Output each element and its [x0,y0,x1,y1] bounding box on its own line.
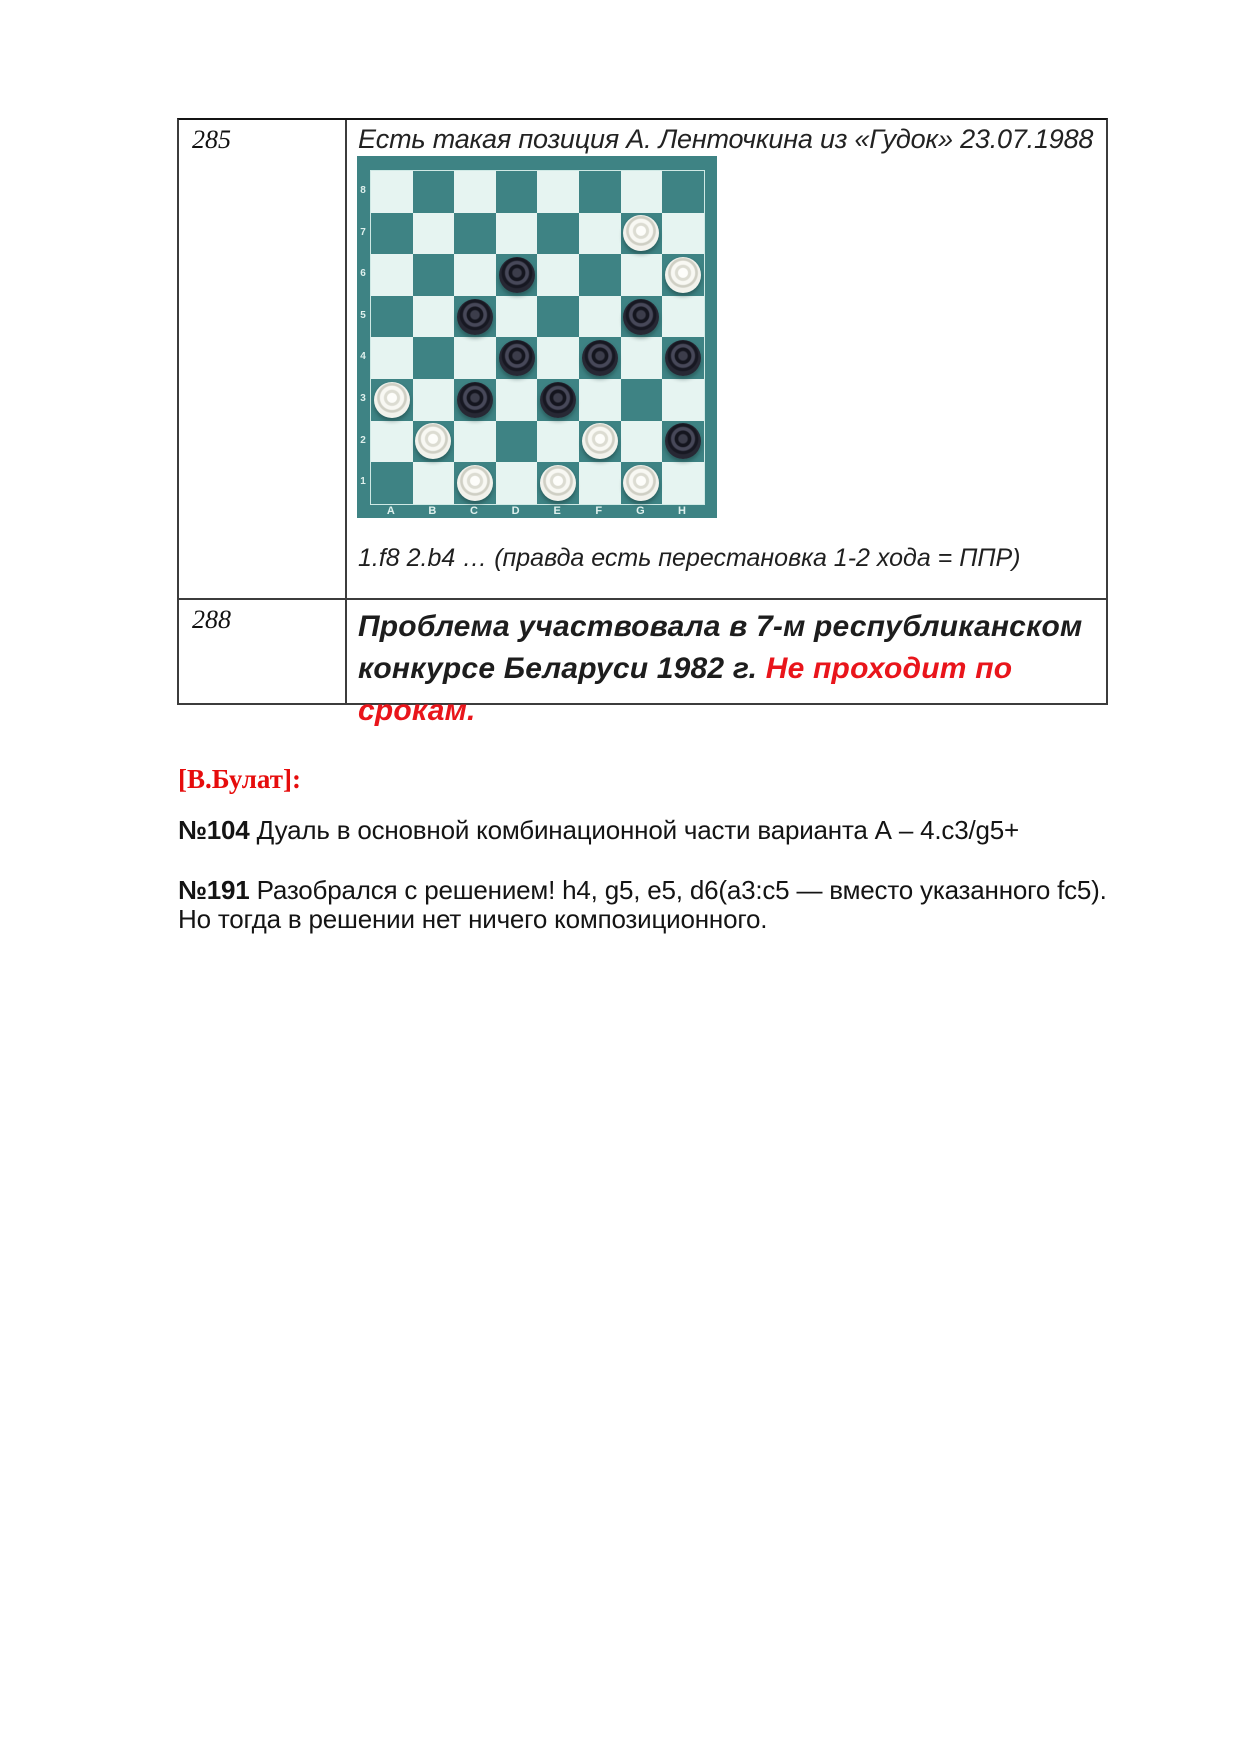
comment-line2-red: Не проходит по срокам. [358,652,1013,727]
board-square [413,379,455,421]
board-square [371,254,413,296]
board-square [537,254,579,296]
problems-table [177,118,1108,727]
file-label: D [511,505,520,517]
file-label: F [595,505,603,517]
white-piece-h6 [665,257,701,293]
rank-label: 4 [360,351,366,363]
board-square [496,462,538,504]
board-square [537,421,579,463]
white-piece-c1 [457,465,493,501]
board-square [662,462,704,504]
table-cell-number-285 [179,120,347,600]
comment-191 [178,876,1107,934]
board-square [579,296,621,338]
board-square [621,421,663,463]
board-square [662,171,704,213]
board-square [496,379,538,421]
black-piece-c3 [457,382,493,418]
board-square [579,462,621,504]
table-cell-number-288 [179,600,347,703]
file-label: H [678,505,686,517]
table-cell-content-285 [347,120,1106,600]
draughts-board [357,156,717,518]
board-square [454,171,496,213]
white-piece-e1 [540,465,576,501]
position-source-text: Есть такая позиция А. Ленточкина из «Гудок» 23.07.1988 [358,124,1094,154]
problem-number: 288 [192,605,231,634]
board-square [579,379,621,421]
board-square [454,254,496,296]
board-grid [370,170,705,505]
rank-label: 6 [360,268,366,280]
black-piece-e3 [540,382,576,418]
board-square [621,379,663,421]
comment-104-number: №104 [178,815,250,845]
board-square [579,254,621,296]
board-square [413,171,455,213]
rank-label: 1 [360,476,366,488]
board-square [662,379,704,421]
board-square [454,337,496,379]
board-square [537,337,579,379]
board-square [621,171,663,213]
file-label: A [386,505,395,517]
black-piece-g5 [623,299,659,335]
problem-288-comment [358,606,1098,732]
comment-191-text: Разобрался с решением! h4, g5, e5, d6(a3:c5 — вместо указанного fc5). [249,875,1107,905]
black-piece-d6 [499,257,535,293]
board-square [413,462,455,504]
author-header: [В.Булат]: [178,764,301,794]
white-piece-f2 [582,423,618,459]
problem-number: 285 [192,125,231,154]
solution-caption: 1.f8 2.b4 … (правда есть перестановка 1-2 хода = ППР) [358,544,1021,572]
file-label: B [428,505,437,517]
board-square [496,421,538,463]
board-square [579,213,621,255]
board-square [537,171,579,213]
rank-label: 2 [360,434,366,446]
comment-191-text-line2: Но тогда в решении нет ничего композиционного. [178,904,768,934]
file-label: G [636,505,645,517]
comment-line2-black: Беларуси 1982 г. [503,652,766,685]
board-square [454,213,496,255]
board-square [454,421,496,463]
black-piece-c5 [457,299,493,335]
board-square [537,296,579,338]
comment-104 [178,816,1019,845]
board-square [371,421,413,463]
table-cell-content-288 [347,600,1106,727]
file-label: C [470,505,478,517]
rank-label: 7 [360,226,366,238]
board-square [662,213,704,255]
board-square [496,296,538,338]
black-piece-f4 [582,340,618,376]
file-label: E [553,505,561,517]
board-square [371,171,413,213]
black-piece-d4 [499,340,535,376]
board-square [537,213,579,255]
comment-191-number: №191 [178,875,250,905]
board-square [496,213,538,255]
board-square [413,213,455,255]
comment-104-text: Дуаль в основной комбинационной части варианта А – 4.c3/g5+ [249,815,1019,845]
board-square [579,171,621,213]
rank-label: 3 [360,393,366,404]
board-square [371,337,413,379]
board-square [662,296,704,338]
board-square [413,337,455,379]
board-square [413,254,455,296]
board-square [371,462,413,504]
board-square [621,254,663,296]
board-square [496,171,538,213]
board-square [371,296,413,338]
board-square [371,213,413,255]
board-square [621,337,663,379]
black-piece-h4 [665,340,701,376]
rank-label: 5 [360,309,366,321]
board-square [413,296,455,338]
comment-line1: Проблема участвовала в 7-м республиканском конкурсе [358,610,1083,685]
white-piece-a3 [374,382,410,418]
rank-label: 8 [360,185,366,196]
